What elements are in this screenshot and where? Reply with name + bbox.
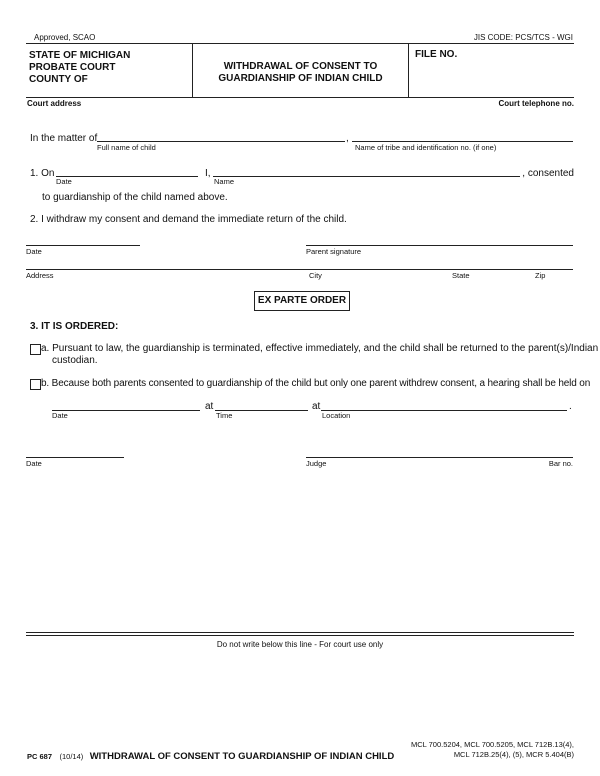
form-number: PC 687 (27, 752, 53, 761)
child-name-field[interactable] (97, 128, 345, 142)
item1-name-field[interactable] (213, 163, 520, 177)
approved-text: Approved, SCAO (34, 33, 96, 42)
item1-prefix: 1. On (30, 168, 55, 179)
judge-caption: Judge (306, 459, 327, 468)
matter-prefix: In the matter of (30, 133, 98, 144)
form-title-line2: GUARDIANSHIP OF INDIAN CHILD (218, 73, 383, 84)
court-address-label: Court address (27, 99, 82, 108)
citation-line1: MCL 700.5204, MCL 700.5205, MCL 712B.13(4), (410, 740, 574, 749)
state-caption: State (452, 271, 470, 280)
judge-signature-field[interactable] (306, 443, 573, 457)
jis-code: JIS CODE: PCS/TCS - WGI (473, 33, 573, 42)
parent-signature-line (306, 245, 573, 246)
item1-consented: , consented (522, 168, 574, 179)
item2-text: 2. I withdraw my consent and demand the immediate return of the child. (30, 214, 347, 225)
zip-caption: Zip (535, 271, 546, 280)
address-caption: Address (26, 271, 54, 280)
header-divider-2 (408, 44, 409, 98)
item1-continuation: to guardianship of the child named above. (42, 192, 228, 203)
court-use-rule-1 (26, 632, 574, 633)
court-identity (29, 50, 130, 86)
bar-no-caption: Bar no. (548, 459, 573, 468)
item1-i-label: I, (205, 168, 211, 179)
hearing-date-caption: Date (52, 411, 68, 420)
judge-date-line (26, 457, 124, 458)
header-bottom-rule (26, 97, 574, 98)
form-revision: (10/14) (59, 752, 84, 761)
option-a-line2: custodian. (52, 355, 98, 366)
hearing-at-1: at (205, 401, 214, 412)
file-no-field[interactable] (415, 62, 570, 92)
state-name: STATE OF MICHIGAN (29, 50, 131, 61)
hearing-date-line (52, 410, 200, 411)
form-title-line1: WITHDRAWAL OF CONSENT TO (223, 61, 378, 72)
judge-date-field[interactable] (26, 443, 124, 457)
address-field[interactable] (26, 255, 573, 269)
file-no-label: FILE NO. (415, 49, 458, 60)
parent-signature-caption: Parent signature (306, 247, 362, 256)
county-label: COUNTY OF (29, 74, 88, 85)
court-name: PROBATE COURT (29, 62, 116, 73)
item1-name-caption: Name (214, 177, 235, 186)
item1-date-caption: Date (56, 177, 72, 186)
parent-signature-field[interactable] (306, 231, 573, 245)
hearing-date-field[interactable] (52, 396, 200, 410)
child-name-caption: Full name of child (97, 143, 156, 152)
city-caption: City (309, 271, 322, 280)
form-title (193, 61, 408, 85)
hearing-period: . (569, 401, 572, 412)
option-a-text (41, 343, 598, 367)
option-b-text: b. Because both parents consented to guardianship of the child but only one parent withdrew consent, a hearing shall be held on (41, 378, 591, 389)
hearing-time-field[interactable] (215, 396, 308, 410)
judge-date-caption: Date (26, 459, 42, 468)
footer-form-id (27, 746, 394, 764)
footer-citations (411, 740, 574, 760)
sig-date-field[interactable] (26, 231, 140, 245)
judge-signature-line (306, 457, 573, 458)
hearing-location-caption: Location (322, 411, 351, 420)
option-a-checkbox[interactable] (30, 344, 41, 355)
court-use-rule-2 (26, 635, 574, 636)
tribe-field[interactable] (352, 128, 573, 142)
option-a-line1: a. Pursuant to law, the guardianship is terminated, effective immediately, and the child shall be returned to the parent(s)/Indian (41, 343, 599, 354)
address-line (26, 269, 573, 270)
footer-title: WITHDRAWAL OF CONSENT TO GUARDIANSHIP OF INDIAN CHILD (89, 751, 395, 762)
header-top-rule (26, 43, 574, 44)
hearing-location-line (321, 410, 567, 411)
tribe-caption: Name of tribe and identification no. (if one) (355, 143, 497, 152)
ex-parte-order-heading: EX PARTE ORDER (254, 291, 350, 311)
citation-line2: MCL 712B.25(4), (5), MCR 5.404(B) (453, 750, 574, 759)
item1-date-field[interactable] (56, 163, 198, 177)
hearing-time-caption: Time (216, 411, 233, 420)
option-b-checkbox[interactable] (30, 379, 41, 390)
hearing-at-2: at (312, 401, 321, 412)
hearing-location-field[interactable] (321, 396, 567, 410)
matter-comma: , (346, 133, 349, 144)
sig-date-line (26, 245, 140, 246)
court-use-notice: Do not write below this line - For court use only (216, 640, 384, 649)
order-heading: 3. IT IS ORDERED: (30, 321, 119, 332)
sig-date-caption: Date (26, 247, 42, 256)
court-telephone-label: Court telephone no. (498, 99, 574, 108)
